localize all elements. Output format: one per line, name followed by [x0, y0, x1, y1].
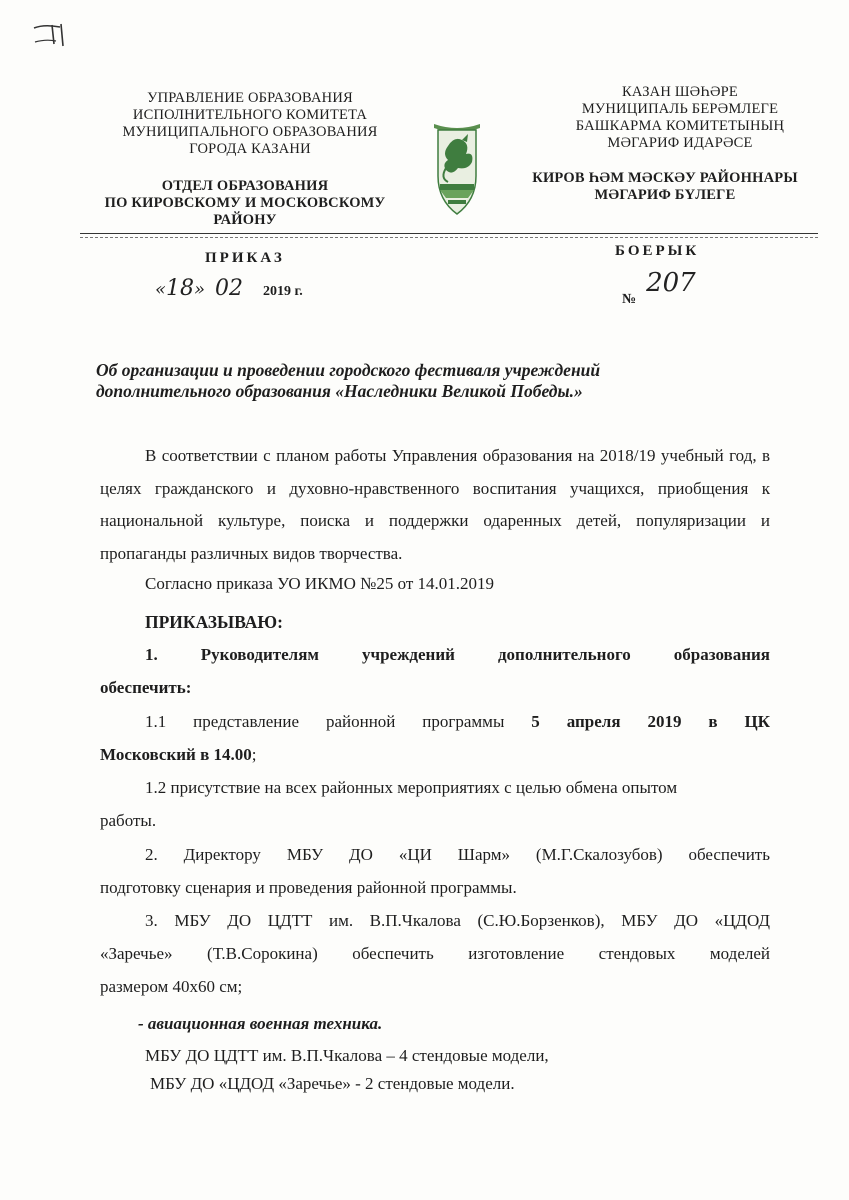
header-left-org-line: МУНИЦИПАЛЬНОГО ОБРАЗОВАНИЯ [122, 124, 378, 140]
order-number [622, 268, 742, 307]
order-title-line: дополнительного образования «Наследники Великой Победы.» [96, 381, 583, 401]
header-left-dept-line: РАЙОНУ [213, 212, 277, 228]
header-right-org [555, 84, 805, 152]
header-right-org-line: МӘГАРИФ ИДАРӘСЕ [607, 135, 753, 151]
item-1-line-2: обеспечить: [100, 678, 192, 697]
item-1-2-line-1: 1.2 присутствие на всех районных мероприятиях с целью обмена опытом [145, 778, 678, 797]
date-close-quote: » [194, 279, 206, 300]
sub-line-1: МБУ ДО ЦДТТ им. В.П.Чкалова – 4 стендовые модели, [145, 1046, 549, 1065]
header-right-org-line: БАШКАРМА КОМИТЕТЫНЫҢ [575, 118, 785, 134]
date-day: 18 [166, 276, 195, 301]
item-1-1-line-1 [145, 712, 770, 732]
sub-heading: - авиационная военная техника. [138, 1014, 383, 1033]
header-right-dept [505, 170, 825, 204]
header-left-org [100, 90, 400, 158]
item-1-1-venue: Московский в 14.00 [100, 745, 252, 764]
header-left-org-line: ИСПОЛНИТЕЛЬНОГО КОМИТЕТА [132, 107, 368, 123]
header-divider-secondary [80, 237, 818, 238]
item-1-1-date: 5 апреля 2019 в ЦК [531, 712, 771, 731]
order-number-label: № [622, 292, 637, 307]
header-right-dept-line: МӘГАРИФ БҮЛЕГЕ [594, 187, 736, 203]
header-left-org-line: УПРАВЛЕНИЕ ОБРАЗОВАНИЯ [147, 90, 353, 106]
item-2-line-2: подготовку сценария и проведения районной программы. [100, 878, 517, 897]
date-month: 02 [215, 276, 244, 301]
order-title-line: Об организации и проведении городского фестиваля учреждений [96, 360, 601, 380]
header-left-dept-line: ПО КИРОВСКОМУ И МОСКОВСКОМУ [104, 195, 386, 211]
sub-line-2: МБУ ДО «ЦДОД «Заречье» - 2 стендовые модели. [150, 1074, 515, 1093]
date-open-quote: « [155, 279, 167, 300]
item-1-2-line-2: работы. [100, 811, 157, 830]
item-3-line-2: «Заречье» (Т.В.Сорокина) обеспечить изготовление стендовых моделей [100, 944, 770, 963]
item-1-1-line-2 [100, 745, 770, 765]
item-3-line-3: размером 40х60 см; [100, 977, 243, 996]
header-left-org-line: ГОРОДА КАЗАНИ [189, 141, 311, 157]
kazan-dragon-emblem-icon [418, 118, 496, 226]
date-year: 2019 г. [263, 284, 303, 299]
header-left-dept-line: ОТДЕЛ ОБРАЗОВАНИЯ [161, 178, 329, 194]
order-directive-word: ПРИКАЗЫВАЮ: [145, 612, 283, 632]
order-label-ru: ПРИКАЗ [205, 250, 285, 266]
order-label-tt: БОЕРЫК [615, 243, 700, 259]
item-2-line-1: 2. Директору МБУ ДО «ЦИ Шарм» (М.Г.Скалозубов) обеспечить [145, 845, 770, 864]
order-date [155, 276, 355, 310]
handwritten-corner-mark [32, 22, 66, 48]
item-1-1-text: 1.1 представление районной программы [145, 712, 505, 731]
item-1-line-1: 1. Руководителям учреждений дополнительного образования [145, 645, 770, 664]
header-right-dept-line: КИРОВ ҺӘМ МӘСКӘУ РАЙОННАРЫ [532, 170, 798, 186]
body-paragraph-1: В соответствии с планом работы Управления образования на 2018/19 учебный год, в целях гражданского и духовно-нравственного воспитания учащихся, приобщения к национальной культуре, поиска и поддержки одаренных детей, популяризации и пропаганды различных видов творчества. [100, 446, 770, 563]
order-title [96, 360, 736, 402]
item-1-1-suffix: ; [251, 745, 257, 764]
header-right-org-line: КАЗАН ШӘҺӘРЕ [622, 84, 738, 100]
header-right-org-line: МУНИЦИПАЛЬ БЕРӘМЛЕГЕ [581, 101, 779, 117]
header-divider [80, 233, 818, 234]
body-paragraph-2: Согласно приказа УО ИКМО №25 от 14.01.2019 [145, 574, 495, 593]
order-number-value: 207 [646, 268, 696, 298]
item-3-line-1: 3. МБУ ДО ЦДТТ им. В.П.Чкалова (С.Ю.Борзенков), МБУ ДО «ЦДОД [145, 911, 770, 930]
header-left-dept [80, 178, 410, 229]
